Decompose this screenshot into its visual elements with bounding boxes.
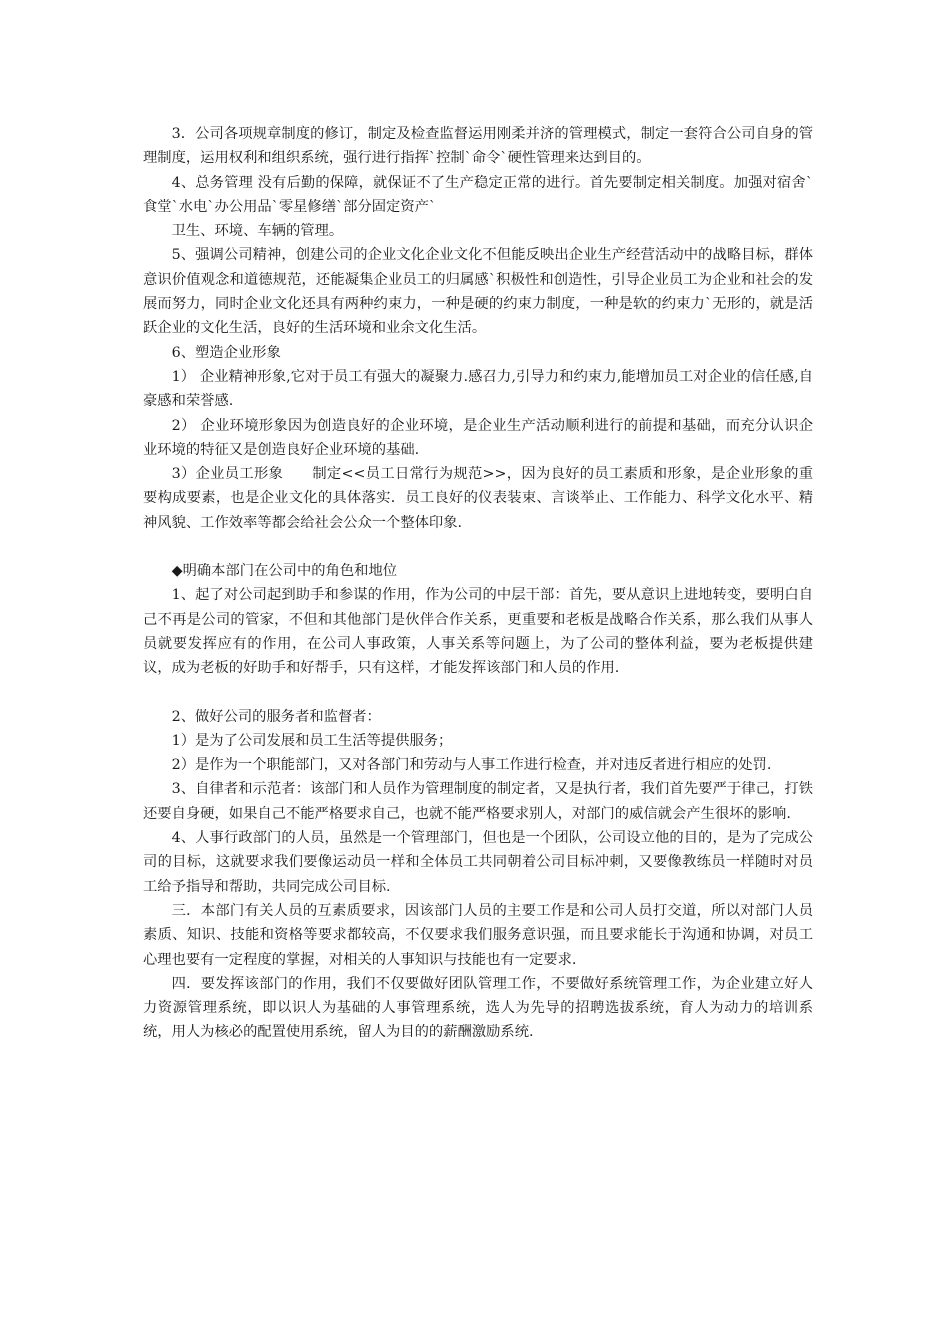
paragraph-5: 6、塑造企业形象 <box>171 344 281 361</box>
paragraph-gap <box>143 681 813 705</box>
section-heading-role: ◆明确本部门在公司中的角色和地位 <box>171 563 398 580</box>
paragraph-15: 三．本部门有关人员的互素质要求，因该部门人员的主要工作是和公司人员打交道，所以对部门人员素质、知识、技能和资格等要求都较高，不仅要求我们服务意识强，而且要求能长于沟通和协调，对员工心理也要有一定程度的掌握，对相关的人事知识与技能也有一定要求. <box>143 902 813 968</box>
paragraph-11: 1）是为了公司发展和员工生活等提供服务； <box>171 732 453 749</box>
paragraph-9: 1、起了对公司起到助手和参谋的作用，作为公司的中层干部：首先，要从意识上进地转变，要明白自己不再是公司的管家，不但和其他部门是伙伴合作关系，更重要和老板是战略合作关系，那么我们从事人员就要发挥应有的作用，在公司人事政策，人事关系等问题上，为了公司的整体利益，要为老板提供建议，成为老板的好助手和好帮手，只有这样，才能发挥该部门和人员的作用. <box>143 587 813 677</box>
paragraph-14: 4、人事行政部门的人员，虽然是一个管理部门，但也是一个团队，公司设立他的目的，是为了完成公司的目标，这就要求我们要像运动员一样和全体员工共同朝着公司目标冲刺，又要像教练员一样随时对员工给予指导和帮助，共同完成公司目标. <box>143 830 813 895</box>
paragraph-13: 3、自律者和示范者：该部门和人员作为管理制度的制定者，又是执行者，我们首先要严于律己，打铁还要自身硬，如果自己不能严格要求自己，也就不能严格要求别人，对部门的威信就会产生很坏的影响. <box>143 781 813 822</box>
paragraph-2: 4、总务管理 没有后勤的保障，就保证不了生产稳定正常的进行。首先要制定相关制度。加强对宿舍`食堂`水电`办公用品`零星修缮`部分固定资产` <box>143 174 813 215</box>
paragraph-3: 卫生、环境、车辆的管理。 <box>171 223 344 240</box>
paragraph-gap <box>143 535 813 559</box>
document-page <box>143 122 813 1045</box>
paragraph-16: 四．要发挥该部门的作用，我们不仅要做好团队管理工作，不要做好系统管理工作，为企业建立好人力资源管理系统，即以识人为基础的人事管理系统，选人为先导的招聘选拔系统，育人为动力的培训系统，用人为核必的配置使用系统，留人为目的的薪酬激励系统. <box>143 975 813 1041</box>
paragraph-7: 2） 企业环境形象因为创造良好的企业环境，是企业生产活动顺利进行的前提和基础，而充分认识企业环境的特征又是创造良好企业环境的基础. <box>143 417 813 458</box>
paragraph-1: 3．公司各项规章制度的修订，制定及检查监督运用刚柔并济的管理模式，制定一套符合公司自身的管理制度，运用权利和组织系统，强行进行指挥`控制`命令`硬性管理来达到目的。 <box>143 126 813 167</box>
paragraph-4: 5、强调公司精神，创建公司的企业文化企业文化不但能反映出企业生产经营活动中的战略目标，群体意识价值观念和道德规范，还能凝集企业员工的归属感`积极性和创造性，引导企业员工为企业和社会的发展而努力，同时企业文化还具有两种约束力，一种是硬的约束力制度，一种是软的约束力`无形的，就是活跃企业的文化生活，良好的生活环境和业余文化生活。 <box>143 247 813 337</box>
paragraph-10: 2、做好公司的服务者和监督者： <box>171 708 381 725</box>
paragraph-12: 2）是作为一个职能部门，又对各部门和劳动与人事工作进行检查，并对违反者进行相应的处罚. <box>171 757 772 774</box>
paragraph-6: 1） 企业精神形象,它对于员工有强大的凝聚力.感召力,引导力和约束力,能增加员工对企业的信任感,自豪感和荣誉感. <box>143 368 813 410</box>
paragraph-8: 3）企业员工形象 制定<<员工日常行为规范>>，因为良好的员工素质和形象，是企业形象的重要构成要素，也是企业文化的具体落实．员工良好的仪表装束、言谈举止、工作能力、科学文化水平、精神风貌、工作效率等都会给社会公众一个整体印象. <box>143 466 813 531</box>
